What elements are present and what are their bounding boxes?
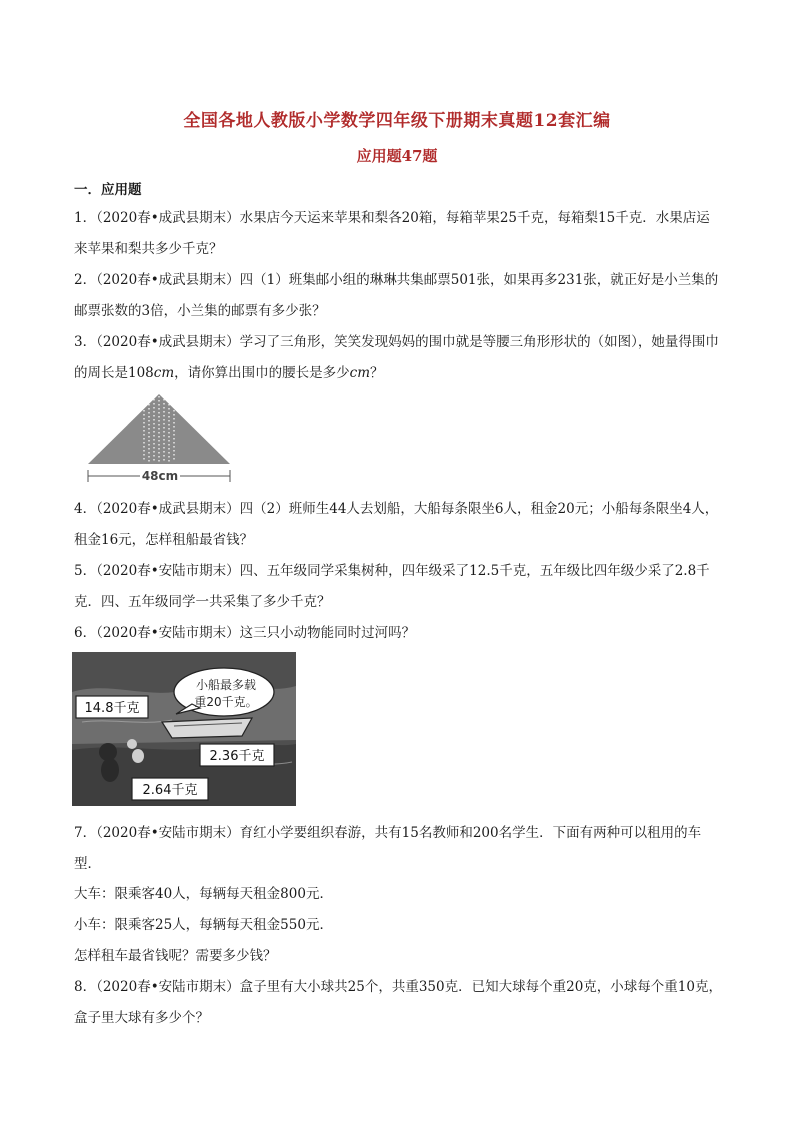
small-animal-icon (127, 739, 137, 749)
weight-label-14-8: 14.8千克 (84, 701, 140, 716)
question-4: 4．（2020春•成武县期末）四（2）班师生44人去划船，大船每条限坐6人，租金20元；小船每条限坐4人，租金16元，怎样租船最省钱？ (74, 501, 719, 548)
river-crossing-figure (72, 652, 296, 806)
question-1: 1．（2020春•成武县期末）水果店今天运来苹果和梨各20箱，每箱苹果25千克，每箱梨15千克．水果店运来苹果和梨共多少千克？ (74, 210, 710, 257)
question-5: 5．（2020春•安陆市期末）四、五年级同学采集树种，四年级采了12.5千克，五年级比四年级少采了2.8千克．四、五年级同学一共采集了多少千克？ (74, 563, 710, 610)
weight-label-2-36: 2.36千克 (209, 749, 265, 764)
question-7-ask: 怎样租车最省钱呢？需要多少钱？ (74, 948, 277, 964)
speech-bubble-line-2: 重20千克。 (194, 695, 258, 709)
question-3 (74, 327, 722, 389)
question-3-unit-1: cm (153, 365, 175, 381)
speech-bubble-line-1: 小船最多载 (195, 678, 257, 692)
question-8: 8．（2020春•安陆市期末）盒子里有大小球共25个，共重350克．已知大球每个重20克，小球每个重10克，盒子里大球有多少个？ (74, 979, 722, 1026)
question-6: 6．（2020春•安陆市期末）这三只小动物能同时过河吗？ (74, 625, 416, 641)
question-3-text-a: 3．（2020春•成武县期末）学习了三角形，笑笑发现妈妈的围巾就是等腰三角形形状的（如图），她量得围巾的周长是108 (74, 334, 719, 381)
scarf-triangle-figure (84, 390, 234, 484)
question-3-unit-2: cm (349, 365, 371, 381)
weight-label-2-64: 2.64千克 (142, 783, 198, 798)
question-3-text-c: ？ (370, 365, 384, 381)
question-2: 2．（2020春•成武县期末）四（1）班集邮小组的琳琳共集邮票501张，如果再多231张，就正好是小兰集的邮票张数的3倍，小兰集的邮票有多少张？ (74, 272, 719, 319)
boat-shape (162, 718, 252, 738)
document-subtitle: 应用题47题 (356, 147, 438, 165)
base-length-label: 48cm (141, 469, 179, 483)
monkey-icon (99, 743, 117, 761)
question-3-text-b: ，请你算出围巾的腰长是多少 (174, 365, 350, 381)
document-title: 全国各地人教版小学数学四年级下册期末真题12套汇编 (183, 111, 611, 131)
section-heading: 一．应用题 (74, 182, 142, 198)
question-7: 7．（2020春•安陆市期末）育红小学要组织春游，共有15名教师和200名学生．下面有两种可以租用的车型． (74, 825, 702, 872)
question-7-option-large: 大车：限乘客40人，每辆每天租金800元． (74, 886, 333, 902)
question-7-option-small: 小车：限乘客25人，每辆每天租金550元． (74, 917, 333, 933)
